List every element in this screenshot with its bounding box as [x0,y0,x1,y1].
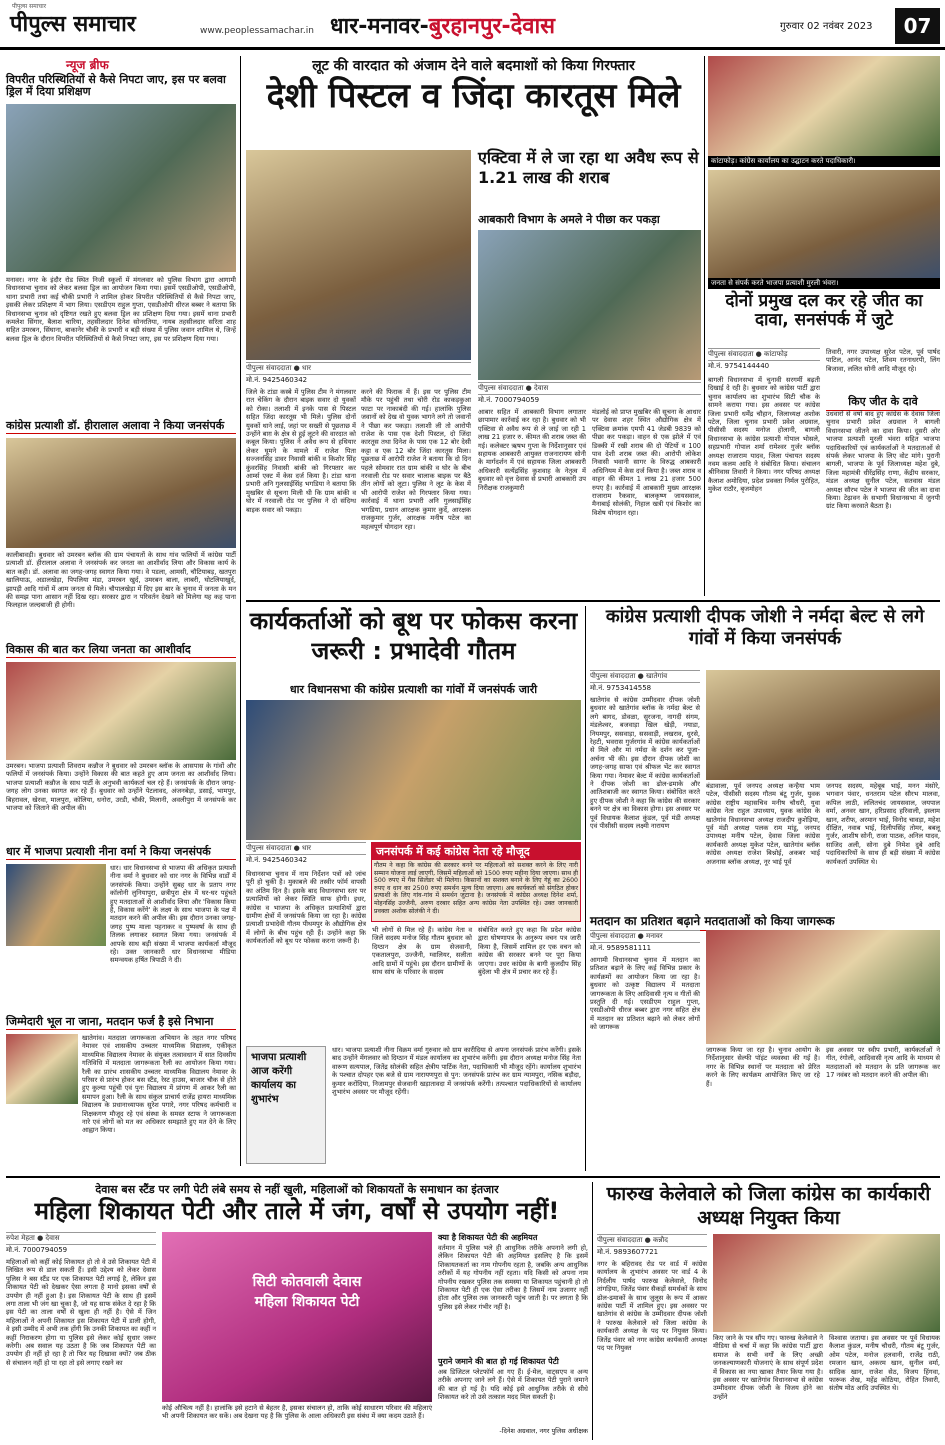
gautam-body-3: संबोधित करते हुए कहा कि प्रदेश कांग्रेस द्वारा घोषणापत्र के अनुरूप वचन पत्र जारी किया है, जिसमें शामिल हर एक वचन को कांग्रेस की सरकार बनने पर पूरा किया जाएगा। उधर कांग्रेस के बागी कुलदीप सिंह बुंदेला भी क्षेत्र में प्रचार कर रहे हैं। [478,926,581,977]
brief-1-body: मनावर। नगर के इंदौर रोड स्थित निजी स्कूलों में मंगलवार को पुलिस विभाग द्वारा आगामी विधानसभा चुनाव को लेकर बलवा ड्रिल का आयोजन किया गया। इसमें एसडीओपी, एसडीओपी, थाना प्रभारी तथा कई चौकी प्रभारी ने शामिल होकर विपरीत परिस्थितियों से कैसे निपटा जाए, इसकी लेकर प्रशिक्षण में भाग लिया। एसडीएम राहुल गुप्ता, एसडीओपी धीरज बब्बर ने बताया कि विधानसभा चुनाव को दृष्टिगत रखते हुए बलवा ड्रिल का प्रशिक्षण दिया गया। इसमें थाना प्रभारी कमलेश सिंगार, बैलाश चारिया, तहसीलदार दिनेश सोनरतिया, नायब तहसीलदार सरिता शाह सहित उमरबन, सिंघाना, बाकानेर चौकी के प्रभारी व बड़ी संख्या में पुलिस जवान शामिल थे, जिन्हें बलवा ड्रिल के दौरान विपरीत परिस्थितियों से कैसे निपटा जाए, इस पर प्रशिक्षण दिया गया। [6,276,236,343]
gautam-story [246,606,581,1171]
kelewale-body: नगर के बहिरावद रोड पर वार्ड में कांग्रेस कार्यालय के शुभारंभ अवसर पर वार्ड 4 के निर्दलीय पार्षद फारुख केलेवाले, विनोद तांगड़िया, जितेंद्र पंवार सैकड़ों समर्थकों के साथ ढोल-ढमाकों के साथ जुलूस के रूप में आकर कांग्रेस पार्टी में शामिल हुए। इस अवसर पर खातेगांव से कांग्रेस के उम्मीदवार दीपक जोशी ने फारुख केलेवाले को जिला कांग्रेस के कार्यकारी अध्यक्ष के पद पर नियुक्त किया। जितेंद्र पंवार को नगर कांग्रेस कार्यकारी अध्यक्ष पद पर नियुक्त [597,1260,707,1353]
liquor-subhead: आबकारी विभाग के अमले ने पीछा कर पकड़ा [478,213,660,226]
logo-tagline: पीपुल्स समाचार [12,3,47,10]
joshi-story [590,606,940,1171]
right-body-2: तिवारी, नगर उपाध्यक्ष सुरेश पटेल, पूर्व पार्षद पाटिल, आनंद पटेल, शिवम रतनाधरपी, लिंग बिजावा, ललित सोनी आदि मौजूद रहे। [826,348,940,373]
complaint-body-2: कोई औचित्य नहीं है। हालांकि इसे हटाने से बेहतर है, इसका संचालन हो, ताकि कोई साधारण परिवार की महिलाएं भी अपनी शिकायत कर सकें। अब देखना यह है कि पुलिस के आला अधिकारी इस संबंध में क्या कदम उठाते हैं। [162,1404,432,1421]
bjp-office-box-title: भाजपा प्रत्याशी आज करेंगी कार्यालय का शुभारंभ [246,1046,326,1164]
alawa-campaign-photo [6,438,236,548]
nina-verma-photo [6,864,106,946]
joshi-campaign-photo [706,670,940,780]
voter-mobile: मो.नं. 9589581111 [590,944,652,952]
left-column [6,56,236,1171]
liquor-mobile: मो.नं. 7000794059 [478,396,540,404]
kelewale-headline: फारुख केलेवाले को जिला कांग्रेस का कार्यकारी अध्यक्ष नियुक्त किया [606,1183,931,1229]
leaders-box [371,842,581,922]
voter-body: आगामी विधानसभा चुनाव में मतदान का प्रतिशत बढ़ाने के लिए कई विभिन्न प्रकार के कार्यक्रमों का आयोजन किया जा रहा है। बुधवार को उत्कृष्ट विद्यालय में मतदाता जागरूकता के लिए आदिवासी नृत्य व गीतों की प्रस्तुति दी गई। एसडीएम राहुल गुप्ता, एसडीओपी धीरज बब्बर द्वारा नगर सहित क्षेत्र में मतदान का प्रतिशत बढ़ाने को लेकर लोगों को जागरूक [590,956,700,1032]
joshi-body-3: जनपद सदस्य, महेबूब भाई, मनन मंसोरे, भगवान पंवार, धनतराम पटेल सौरभ मालवा, कपिल लाठी, ललितचंद जायसवाल, जयपाल वर्मा, अनवर खान, हरिप्रसाद हरिवाली, इस्लाम खान, शरीफ, अरमान भाई, विनोद चावड़ा, महेश दीक्षित, नवाब भाई, दिलीपसिंह तोमर, बबलू गुर्जर, आशीष सोनी, राजा पाठक, अनिल यादव, साजिद अली, सोना दुबे निमेश दुबे आदि पदाधिकारियों के साथ ही बड़ी संख्या में कांग्रेस कार्यकर्ता उपस्थित थे। [826,782,940,866]
region-title: धार-मनावर-बुरहानपुर-देवास [330,14,556,39]
liquor-body-2: मंडलोई को प्राप्त मुखबिर की सूचना के आधार पर देवास शहर स्थित औद्योगिक क्षेत्र में एक्टिवा क्रमांक एमपी 41 जेडबी 9839 को पीछा कर पकड़ा। वाहन से एक झोले में एवं डिक्की में रखी शराब की दो पेटियों व 100 पाव देशी शराब जब्त की। आरोपी लोकेश निवासी भवानी सागर के विरुद्ध आबकारी अधिनियम में केस दर्ज किया है। जब्त शराब व वाहन की कीमत 1 लाख 21 हजार 500 रुपए है। कार्रवाई में आबकारी मुख्य आरक्षक राजाराम रैकवार, बालकृष्ण जायसवाल, मैनाबाई सोलंकी, निहाल खत्री एवं किशोर का विशेष योगदान रहा। [592,408,701,517]
complaint-body: महिलाओं को कहीं कोई शिकायत हो तो वे उसे शिकायत पेटी में लिखित रूप से डाल सकती हैं। इसी उद्देश्य को लेकर देवास पुलिस ने बस स्टैंड पर एक शिकायत पेटी लगाई है, लेकिन इस शिकायत पेटी को देखकर ऐसा लगता है मानो इसका वर्षों से उपयोग ही नहीं हुआ है। इस शिकायत पेटी के साथ ही इसमें लगा ताला भी जंग खा चुका है, जो यह साफ संकेत दे रहा है कि इस पेटी का ताला वर्षों से खुला ही नहीं है। ऐसे में जिन महिलाओं ने अपनी शिकायत इस शिकायत पेटी में डाली होगी, वे इसी उम्मीद में अभी तक होंगी कि उनकी शिकायत का कहीं न कहीं निराकरण होगा या पुलिस इसे लेकर कोई सुधार जरूर करेगी। अब सवाल यह उठता है कि जब शिकायत पेटी का उपयोग ही नहीं हो रहा है तो फिर यह दिखावा क्यों? जब ठीक से संचालन नहीं हो पा रहा तो इसे लगाए रखने का [6,1258,156,1367]
right-mobile: मो.नं. 9754144440 [708,362,770,370]
issue-date: गुरुवार 02 नवंबर 2023 [780,21,873,32]
newspaper-logo: पीपुल्स समाचार [10,12,136,37]
brief-3-body: उमरबन। भाजपा प्रत्याशी शिवराम कन्नौज ने बुधवार को उमरबन ब्लॉक के आसपास के गांवों और फलियों में जनसंपर्क किया। उन्होंने विकास की बात कहते हुए आम जनता का आशीर्वाद लिया। भाजपा प्रत्याशी कन्नौज के साथ पार्टी के अनुभवी कार्यकर्ता चल रहे हैं। जनसंपर्क के दौरान जगह-जगह लोग उनका स्वागत कर रहे हैं। बुधवार को उन्होंने पेटलावद, अंजनबेड़ा, डसाई, भामपुर, बिहरावल, खेरवा, मालपुरा, कोलिया, धनोरा, उरडी, चौकी, मिलानी, अवलीपुरा में जनसंपर्क कर भाजपा को जिताने की अपील की। [6,762,236,813]
lead-body-2: करने की फिराक में हैं। इस पर पुलिस टीम मौके पर पहुंची तथा चोरी रोड काकड़कुआ फाटा पर नाकाबंदी की गई। हालांकि पुलिस जवानों को देख वो युवक भागने लगे तो जवानों ने पीछा कर पकड़ा। तलाशी ली तो आरोपी राजेश के पास एक देशी पिस्टल, दो जिंदा कारतूस तथा दिनेश के पास एक 12 बोर देसी कट्टा व एक 12 बोर जिंदा कारतूस मिला। पूछताछ में आरोपी राजेश ने बताया कि दो दिन पहले सोमवार रात ग्राम बांकी व घोर के बीच नरवाली रोड पर सवार चालाक बाइक पर बैठे तीन लोगों को लूटा। पुलिस ने लूट के केस में भी आरोपी राजेश को गिरफ्तार किया गया। कार्रवाई में थाना प्रभारी अनि गुलसाईसिंह भगडिया, प्रधान आरक्षक कुमार कुर्दे, आरक्षक राजकुमार गुर्जर, आरक्षक मनीष पटेल का महत्वपूर्ण योगदान रहा। [361,388,471,531]
lead-mobile: मो.नं. 9425460342 [246,376,308,384]
brief-5-title: जिम्मेदारी भूल ना जाना, मतदान फर्ज है इसे निभाना [6,1016,236,1030]
side-body-1: वर्तमान में पुलिस भले ही आधुनिक तरीके अपनाने लगी हो, लेकिन शिकायत पेटी की अहमियत इसलिए है कि इसमें शिकायतकर्ता का नाम गोपनीय रहता है, जबकि अन्य आधुनिक तरीकों में यह गोपनीय नहीं रहता। यदि किसी को अपना नाम गोपनीय रखकर पुलिस तक समस्या या शिकायत पहुंचानी हो तो शिकायत पेटी ही एक ऐसा तरीका है जिसमें नाम उजागर नहीं होता और पुलिस तक जानकारी पहुंच जाती है। पर लगता है कि पुलिस इसे लेकर गंभीर नहीं है। [438,1244,588,1311]
joshi-headline: कांग्रेस प्रत्याशी दीपक जोशी ने नर्मदा बेल्ट से लगे गांवों में किया जनसंपर्क [605,606,925,649]
column-divider [240,56,241,1166]
voter-awareness-headline: मतदान का प्रतिशत बढ़ाने मतदाताओं को किया जागरूक [590,912,940,931]
joshi-mobile: मो.नं. 9753414558 [590,684,652,692]
right-body: बागली विधानसभा में चुनावी सरगर्मी बढ़ती दिखाई दे रही है। बुधवार को कांग्रेस पार्टी द्वारा चुनाव कार्यालय का शुभारंभ सिटी चौक के सामने कराया गया। इस अवसर पर कांग्रेस जिला प्रभारी धर्मेंद्र चौहान, जिलाध्यक्ष अशोक पटेल, जिला चुनाव प्रभारी प्रवेश अग्रवाल, पीसीसी सदस्य मनोज होलानी, बागली विधानसभा के कांग्रेस प्रत्याशी गोपाल भोसले, सहप्रभारी गोपाल शर्मा रामेश्वर गुर्जर ब्लॉक अध्यक्ष राजाराम यादव, जिला पंचायत सदस्य नवम कलम आदि ने संबोधित किया। संचालन श्रीनिवास तिवारी ने किया। नगर परिषद अध्यक्ष कैलाश अमोदिया, प्रदेश प्रवक्ता निर्मल पुरोहित, मुकेश राठौर, बृजमोहन [708,376,820,494]
gautam-body-2: भी लोगों से मिल रहे हैं। कांग्रेस नेता व जिलें सदस्य मनोज सिंह गौतम बुधवार को दिग्ठान क्षेत्र के ग्राम सेजवानी, एकतालपुरा, उज्जैनी, ग्वालियर, सलीता आदि ग्रामों में पहुंचे। इस दौरान ग्रामीणों के साथ सांघ के परिवार के सदस्य [372,926,472,977]
gautam-headline: कार्यकर्ताओं को बूथ पर फोकस करना जरूरी : प्रभादेवी गौतम [249,607,578,665]
brief-2-title: कांग्रेस प्रत्याशी डॉ. हीरालाल अलावा ने किया जनसंपर्क [6,420,236,434]
complaint-box-photo [162,1232,432,1402]
joshi-body: खातेगांव से कांग्रेस उम्मीदवार दीपक जोशी बुधवार को खातेगांव ब्लॉक के नर्मदा बेल्ट से लगे बागद, डोवळा, सुरजना, नागदी संगम, मंडलेश्वर, बजवाड़ा खिल खेड़ी, नयाडा, नियमपुर, ससवाड़ा, ससवाड़ी, लखराव, धुरसे, रेहटी, भवरास गुर्जरगांव में कांग्रेस कार्यकर्ताओं से मिले और मां नर्मदा के दर्शन कर पूजा-अर्चना भी की। इस दौरान दीपक जोशी का जगह-जगह साफा एवं श्रीफल भेंट कर स्वागत किया गया। नेमावर बेल्ट में कांग्रेस कार्यकर्ताओं ने दीपक जोशी का ढोल-ढमाके और आतिशबाजी कर स्वागत किया। संबोधित करते हुए दीपक जोशी ने कहा कि कांग्रेस की सरकार बनने पर क्षेत्र का विकास होगा। इस अवसर पर पूर्व विधायक कैलाश कुंडल, पूर्व मंडी अध्यक्ष एवं पीसीसी सदस्य लक्ष्मी नारायण [590,696,700,831]
website-url: www.peoplessamachar.in [200,26,314,36]
brief-4-title: धार में भाजपा प्रत्याशी नीना वर्मा ने किया जनसंपर्क [6,846,236,860]
brief-5-body: खातेगांव। मतदाता जागरूकता अभियान के तहत नगर परिषद नेमावर एवं शासकीय उच्चतर माध्यमिक विद्यालय, एकीकृत माध्यमिक विद्यालय नेमावर के संयुक्त तत्वावधान में सात दिवसीय गतिविधि में मतदाता जागरूकता रैली का आयोजन किया गया। रैली का प्रारंभ शासकीय उच्चतर माध्यमिक विद्यालय नेमावर के परिसर से प्रारंभ होकर बस स्टैंड, रेस्ट हाउस, बाजार चौक से होते हुए कुल्या पहुंची एवं पुनः विद्यालय में प्रांगण में आकर रैली का समापन हुआ। रैली के साथ संकुल प्राचार्य राजेंद्र हायरा माध्यमिक विद्यालय के प्रधानाध्यापक सुरेश पगारे, नगर परिषद कर्मचारी व शिक्षकगण मौजूद रहे एवं संस्था के समस्त स्टाफ ने जागरूकता नारे एवं लोगों को मत का अधिकार समझाते हुए मत देने के लिए आह्वान किया। [82,1034,236,1135]
bjp-office-body: धार। भाजपा प्रत्याशी नीना विक्रम वर्मा गुरुवार को ग्राम कारीदिया से अपना जनसंपर्क प्रारंभ करेंगी। इसके बाद उन्होंने मेंगलवार को दिग्ठान में मंडल कार्यालय का शुभारंभ करेंगी। इस दौरान अध्यक्ष मनोज सिंह नेता वारूण सत्यपाल, जितेंद्र सोलंकी सहित क्षेत्रीय पार्टिक नेता, पदाधिकारी भी मौजूद रहेंगे। कार्यालय शुभारंभ के पश्चात दोपहर एक बजे से ग्राम नारायणपुरा से पुन: जनसंपर्क प्रारंभ कर ग्राम न्यामपुरा, नसिक बड़ौदा, कुमार करोंदिया, निजामपुर सेजवानी खड़ातावदा में जनसंपर्क करेंगी। तत्पश्चात पदाधिकारियों से कार्यालय शुभारंभ अवसर पर मौजूद रहेंगी। [332,1046,581,1097]
right-top [708,56,940,596]
tribal-dance-photo [706,930,940,1044]
lead-kicker: लूट की वारदात को अंजाम देने वाले बदमाशों को किया गिरफ्तार [312,58,635,74]
complaint-byline: रुपेश मेहता ● देवास [6,1232,156,1245]
complaint-mobile: मो.नं. 7000794059 [6,1246,68,1254]
complaint-box-label: सिटी कोतवाली देवास महिला शिकायत पेटी [252,1274,362,1310]
gautam-subhead: धार विधानसभा की कांग्रेस प्रत्याशी का गांवों में जनसंपर्क जारी [289,683,538,696]
photo-caption-1: कांटाफोड़। कांग्रेस कार्यालय का उद्घाटन करते पदाधिकारी। [708,156,940,167]
right-subhead: किए जीत के दावे [826,394,940,411]
photo-caption-2: जनता से संपर्क करते भाजपा प्रत्याशी मुरली भंवरा। [708,278,940,289]
kelewale-body-3: विश्वास जताया। इस अवसर पर पूर्व विधायक कैलाश कुंडल, मनीष चौधरी, गौतम बंटू गुर्जर, ओम पटेल, मनोज हलवानी, राजेंद्र राठी, रमजान खान, अकरम खान, सुनील वर्मा, सादिक खान, राजेश सेठ, विजय हिंगवा, फारूक शेख, महेंद्र कोठिया, रोहित तिवारी, संतोष मोठ आदि उपस्थित थे। [829,1334,940,1393]
liquor-seizure-photo [478,230,701,380]
gautam-body: विधानसभा चुनाव में नाम निर्देशन पत्रों को जांच पूरी हो चुकी है। मुकाबले की तस्वीर फॉर्म वापसी का अंतिम दिन है। इसके बाद विधानसभा स्तर पर प्रत्याशियों को लेकर स्थिति साफ होगी। इधर, कांग्रेस व भाजपा के अधिकृत प्रत्याशियों द्वारा ग्रामीण क्षेत्रों में जनसंपर्क किया जा रहा है। कांग्रेस प्रत्याशी प्रभादेवी गौतम पीथमपुर के औद्योगिक क्षेत्र में लोगों के बीच पहुंच रही हैं। उन्होंने कहा कि कार्यकर्ताओं को बूथ पर फोकस करना जरूरी है। [246,870,366,946]
right-headline: दोनों प्रमुख दल कर रहे जीत का दावा, सनसंपर्क में जुटे [725,291,923,330]
liquor-body-1: आबार सहित में आबकारी विभाग लगातार छापामार कार्रवाई कर रहा है। बुधवार को भी एक्टिवा से अवैध रूप से ले जाई जा रही 1 लाख 21 हजार रु. कीमत की शराब जब्त की गई। कलेक्टर ऋषभ गुप्ता के निर्देशानुसार एवं सहायक आबकारी आयुक्त राजनारायण सोनी के मार्गदर्शन में एवं सहायक जिला आबकारी अधिकारी सत्येंद्रसिंह कुशवाह के नेतृत्व में बुधवार को वृत्त देवास से प्रभारी आबकारी उप निरीक्षक राजकुमारी [478,408,586,492]
side-body-2: अब डिजिटल प्लेटफॉर्म आ गए हैं। ई-मेल, वाट्सएप व अन्य तरीके अपनाए जाने लगे हैं। ऐसे में शिकायत पेटी पुराने जमाने की बात हो गई है। यदि कोई इसे आधुनिक तरीके से सीधे शिकायत करे तो उसे तत्काल मदद मिल सकती है। [438,1368,588,1402]
brief-3-title: विकास की बात कर लिया जनता का आशीर्वाद [6,644,236,658]
gautam-byline: पीपुल्स संवाददाता ● धार [246,842,366,855]
brief-2-body: कालीबावड़ी। बुधवार को उमरबन ब्लॉक की ग्राम पंचायतों के साथ गांव फलियों में कांग्रेस पार्टी प्रत्याशी डॉ. हीरालाल अलावा ने जनसंपर्क कर जनता का आशीर्वाद लिया और विकास कार्य के बात कही। डॉ. अलावा का जगह-जगह स्वागत किया गया। वे पडला, आमसी, चौटियाबड़, खतपुरा खालियाऊ, अडालखेड़ा, पिपलिया मंडा, उमरबन खुर्द, उमरबन बाला, लाबरी, घोटलियाखुर्द, झापड़ी आदि गांवों में आम जनता से मिले। चौपालखेड़ा में दिए इस बार के चुनाव में जनता के मन की समझ पाना आसान नहीं दिख रहा। सरकार द्वारा न परिवर्तन देखने को मिलेगा यह कह पाना फिलहाल जल्दबाजी ही होगी। [6,551,236,610]
brief-4-body-a: धार। धार विधानसभा से भाजपा की अधिकृत प्रत्याशी नीना वर्मा ने बुधवार को धार नगर के विभिन्न वार्डों में जनसंपर्क किया। उन्होंने सुबह धार के प्रताप नगर कॉलोनी लुनियापुरा, छत्रीपुरा क्षेत्र में घर-घर पहुंचते हुए मतदाताओं से आशीर्वाद लिया और 'विकास किया है, विकास करेंगे' के लक्ष्य के साथ भाजपा के पक्ष में मतदान करने की अपील की। इस दौरान उनका जगह-जगह पुष्प माला पहनाकर व पुष्पवर्षा के साथ ही तिलक लगाकर स्वागत किया गया। जनसंपर्क में आपके साथ बड़ी संख्या में भाजपा कार्यकर्ता मौजूद रहे। उक्त जानकारी धार विधानसभा मीडिया समन्वयक हर्षित त्रिपाठी ने दी। [110,864,236,965]
police-drill-photo [6,104,236,272]
page-number: 07 [895,8,940,44]
gautam-campaign-photo [246,700,581,840]
police-quote: -दिनेश अग्रवाल, नगर पुलिस अधीक्षक [499,1427,588,1435]
kannoj-campaign-photo [6,662,236,760]
right-byline: पीपुल्स संवाददाता ● कांटाफोड़ [708,348,820,361]
voter-body-2: जागरूक किया जा रहा है। चुनाव आयोग के निर्देशानुसार सेल्फी पॉइंट व्यवस्था की गई है। नगर के विभिन्न स्थानों पर मतदाता को प्रेरित करने के लिए कार्यक्रम आयोजित किए जा रहे हैं। [706,1046,820,1088]
voter-body-3: इस अवसर पर स्वीप प्रभारी, कार्यकर्ताओं ने गीत, रंगोली, आदिवासी नृत्य आदि के माध्यम से मतदाताओं को मतदान के प्रति जागरूक कर 17 नवंबर को मतदान करने की अपील की। [826,1046,940,1080]
brief-1-title: विपरीत परिस्थितियों से कैसे निपटा जाए, इस पर बलवा ड्रिल में दिया प्रशिक्षण [6,73,226,99]
joshi-byline: पीपुल्स संवाददाता ● खातेगांव [590,670,700,683]
joshi-body-2: बंडावाला, पूर्व जनपद अध्यक्ष कन्हैया भाम पटेल, पीसीसी सदस्य गौतम बंटू गुर्जर, युवक कांग्रेस राष्ट्रीय महासचिव मनीष चौधरी, युवा कांग्रेस नेता राहुल उपाध्याय, युवक कांग्रेस के खातेगांव विधानसभा अध्यक्ष राजदीप कुशेड़िया, पूर्व मंडी अध्यक्ष पलक राम मांडू, जनपद उपाध्यक्ष मनीष पटेल, देवास जिला कांग्रेस कार्यकारी अध्यक्ष मुकेश पटेल, खातेगांव ब्लॉक कांग्रेस अध्यक्ष राजेश बिश्नोई, अकबर भाई अजनास ब्लॉक अध्यक्ष, नूर भाई पूर्व [706,782,820,866]
complaint-box-story [6,1182,588,1440]
voter-rally-photo [6,1034,78,1104]
kelewale-mobile: मो.नं. 9893607721 [597,1248,659,1256]
complaint-headline: महिला शिकायत पेटी और ताले में जंग, वर्षों से उपयोग नहीं! [34,1197,560,1225]
bhanvra-campaign-photo [708,170,940,278]
lead-body-1: जिले के टांडा कस्बे में पुलिस टीम ने मंगलवार रात चेकिंग के दौरान बाइक सवार दो युवकों को रोका। तलाशी में इनके पास से पिस्टल सहित जिंदा कारतूस भी मिले। पुलिस दोनों युवकों थाने लाई, जहां पर सख्ती से पूछताछ में उन्होंने बाग़ के क्षेत्र से हुई लूटने की वारदात को कबूल किया। पुलिस ने अवैध रूप से हथियार लेकर घूमने के मामले में राजेश पिता सज्जनसिंह डावर निवासी बांकी व किशोर सिंह कुंवरसिंह निवासी बांकी को गिरफ्तार कर आर्म्स एक्ट में केस दर्ज किया है। टांडा थाना प्रभारी अनि गुलसाईसिंह भगडिया ने बताया कि मुखबिर से सूचना मिली थी कि ग्राम बांकी व घोर में नरवाली रोड पर पुलिस ने दो संदिग्ध बाइक सवार को पकड़ा। [246,388,356,514]
complaint-kicker: देवास बस स्टैंड पर लगी पेटी लंबे समय से नहीं खुली, महिलाओं को शिकायतों के समाधान का इंतजार [95,1183,499,1196]
kelewale-story [597,1182,940,1440]
news-brief-label: न्यूज ब्रीफ [66,58,109,72]
liquor-headline: एक्टिवा में ले जा रहा था अवैध रूप से 1.21 लाख की शराब [478,148,699,187]
gautam-mobile: मो.नं. 9425460342 [246,856,308,864]
leaders-box-title: जनसंपर्क में कई कांग्रेस नेता रहे मौजूद [372,843,580,860]
voter-byline: पीपुल्स संवाददाता ● मनावर [590,930,700,943]
arrested-accused-photo [246,150,471,360]
liquor-byline: पीपुल्स संवाददाता ● देवास [478,382,701,395]
kantaphod-office-photo [708,56,940,156]
lead-headline: देशी पिस्टल व जिंदा कारतूस मिले [266,76,681,116]
lead-story [246,56,701,596]
kelewale-byline: पीपुल्स संवाददाता ● कन्नौद [597,1234,707,1247]
side-head-2: पुराने जमाने की बात हो गई शिकायत पेटी [438,1357,559,1366]
side-head-1: क्या है शिकायत पेटी की अहमियत [438,1233,538,1242]
kelewale-event-photo [713,1234,940,1332]
lead-byline: पीपुल्स संवाददाता ● धार [246,362,471,375]
kelewale-body-2: किए जाने के पत्र सौंप गए। फारुख केलेवाले ने मीडिया से चर्चा में कहा कि कांग्रेस पार्टी द्वारा समाज के सभी वर्गों के लिए अच्छी जनकल्याणकारी योजनाएं के साथ संपूर्ण प्रदेश में विकास का नया खाका तैयार किया गया है। इस अवसर पर खातेगांव विधानसभा से कांग्रेस उम्मीदवार दीपक जोशी के विजय होने का उन्होंने [713,1334,823,1401]
right-sub-body: उधवारों से वर्षो बाद हुए कांग्रेस के देवास जिला चुनाव प्रभारी प्रवेश अग्रवाल ने बागली विधानसभा जीतने का दावा किया। दूसरी ओर भाजपा प्रत्याशी मुरली भंवरा सहित भाजपा पदाधिकारियों एवं कार्यकर्ताओं ने मतदाताओं से संपर्क लेकर भाजपा के लिए वोट मांगे। पुरानी बागली, भाजपा के पूर्व जिलाध्यक्ष महेश दुबे, जिला महामंत्री धीरेंद्रसिंह राणा, केंद्रीय सरकार, मंडल अध्यक्ष सुनील पटेल, सतवास मंडल अध्यक्ष सौरभ पटेल ने भाजपा की जीत का दावा किया। टेढ़ावन के सभागी विधानसभा में जुनपी ग्रांट किया करवाते बैठता है। [826,410,940,511]
leaders-box-body: गौतम ने कहा कि कांग्रेस की सरकार बनने पर महिलाओं को सशक्त करने के लिए नारी सम्मान योजना लाई जाएगी, जिसमें महिलाओं को 1500 रुपए महीना दिया जाएगा। साथ ही 500 रुपए में गैस सिलेंडर भी मिलेगा। किसानों का सशक्त बनाने के लिए गेहूं का 2600 रुपए व धान का 2500 रुपए समर्थन मूल्य दिया जाएगा। अब कार्यकर्ता को संगठित होकर प्रत्याशी के लिए गांव-गांव में समर्थन जुटाना है। जनसंपर्क में कांग्रेस अध्यक्ष दिनेश शर्मा, मोहनसिंह उज्जैनी, अरुण दरबार सहित अन्य कांग्रेस नेता उपस्थित रहे। उक्त जानकारी प्रवक्ता अशोक सोलंकी ने दी। [374,862,578,915]
